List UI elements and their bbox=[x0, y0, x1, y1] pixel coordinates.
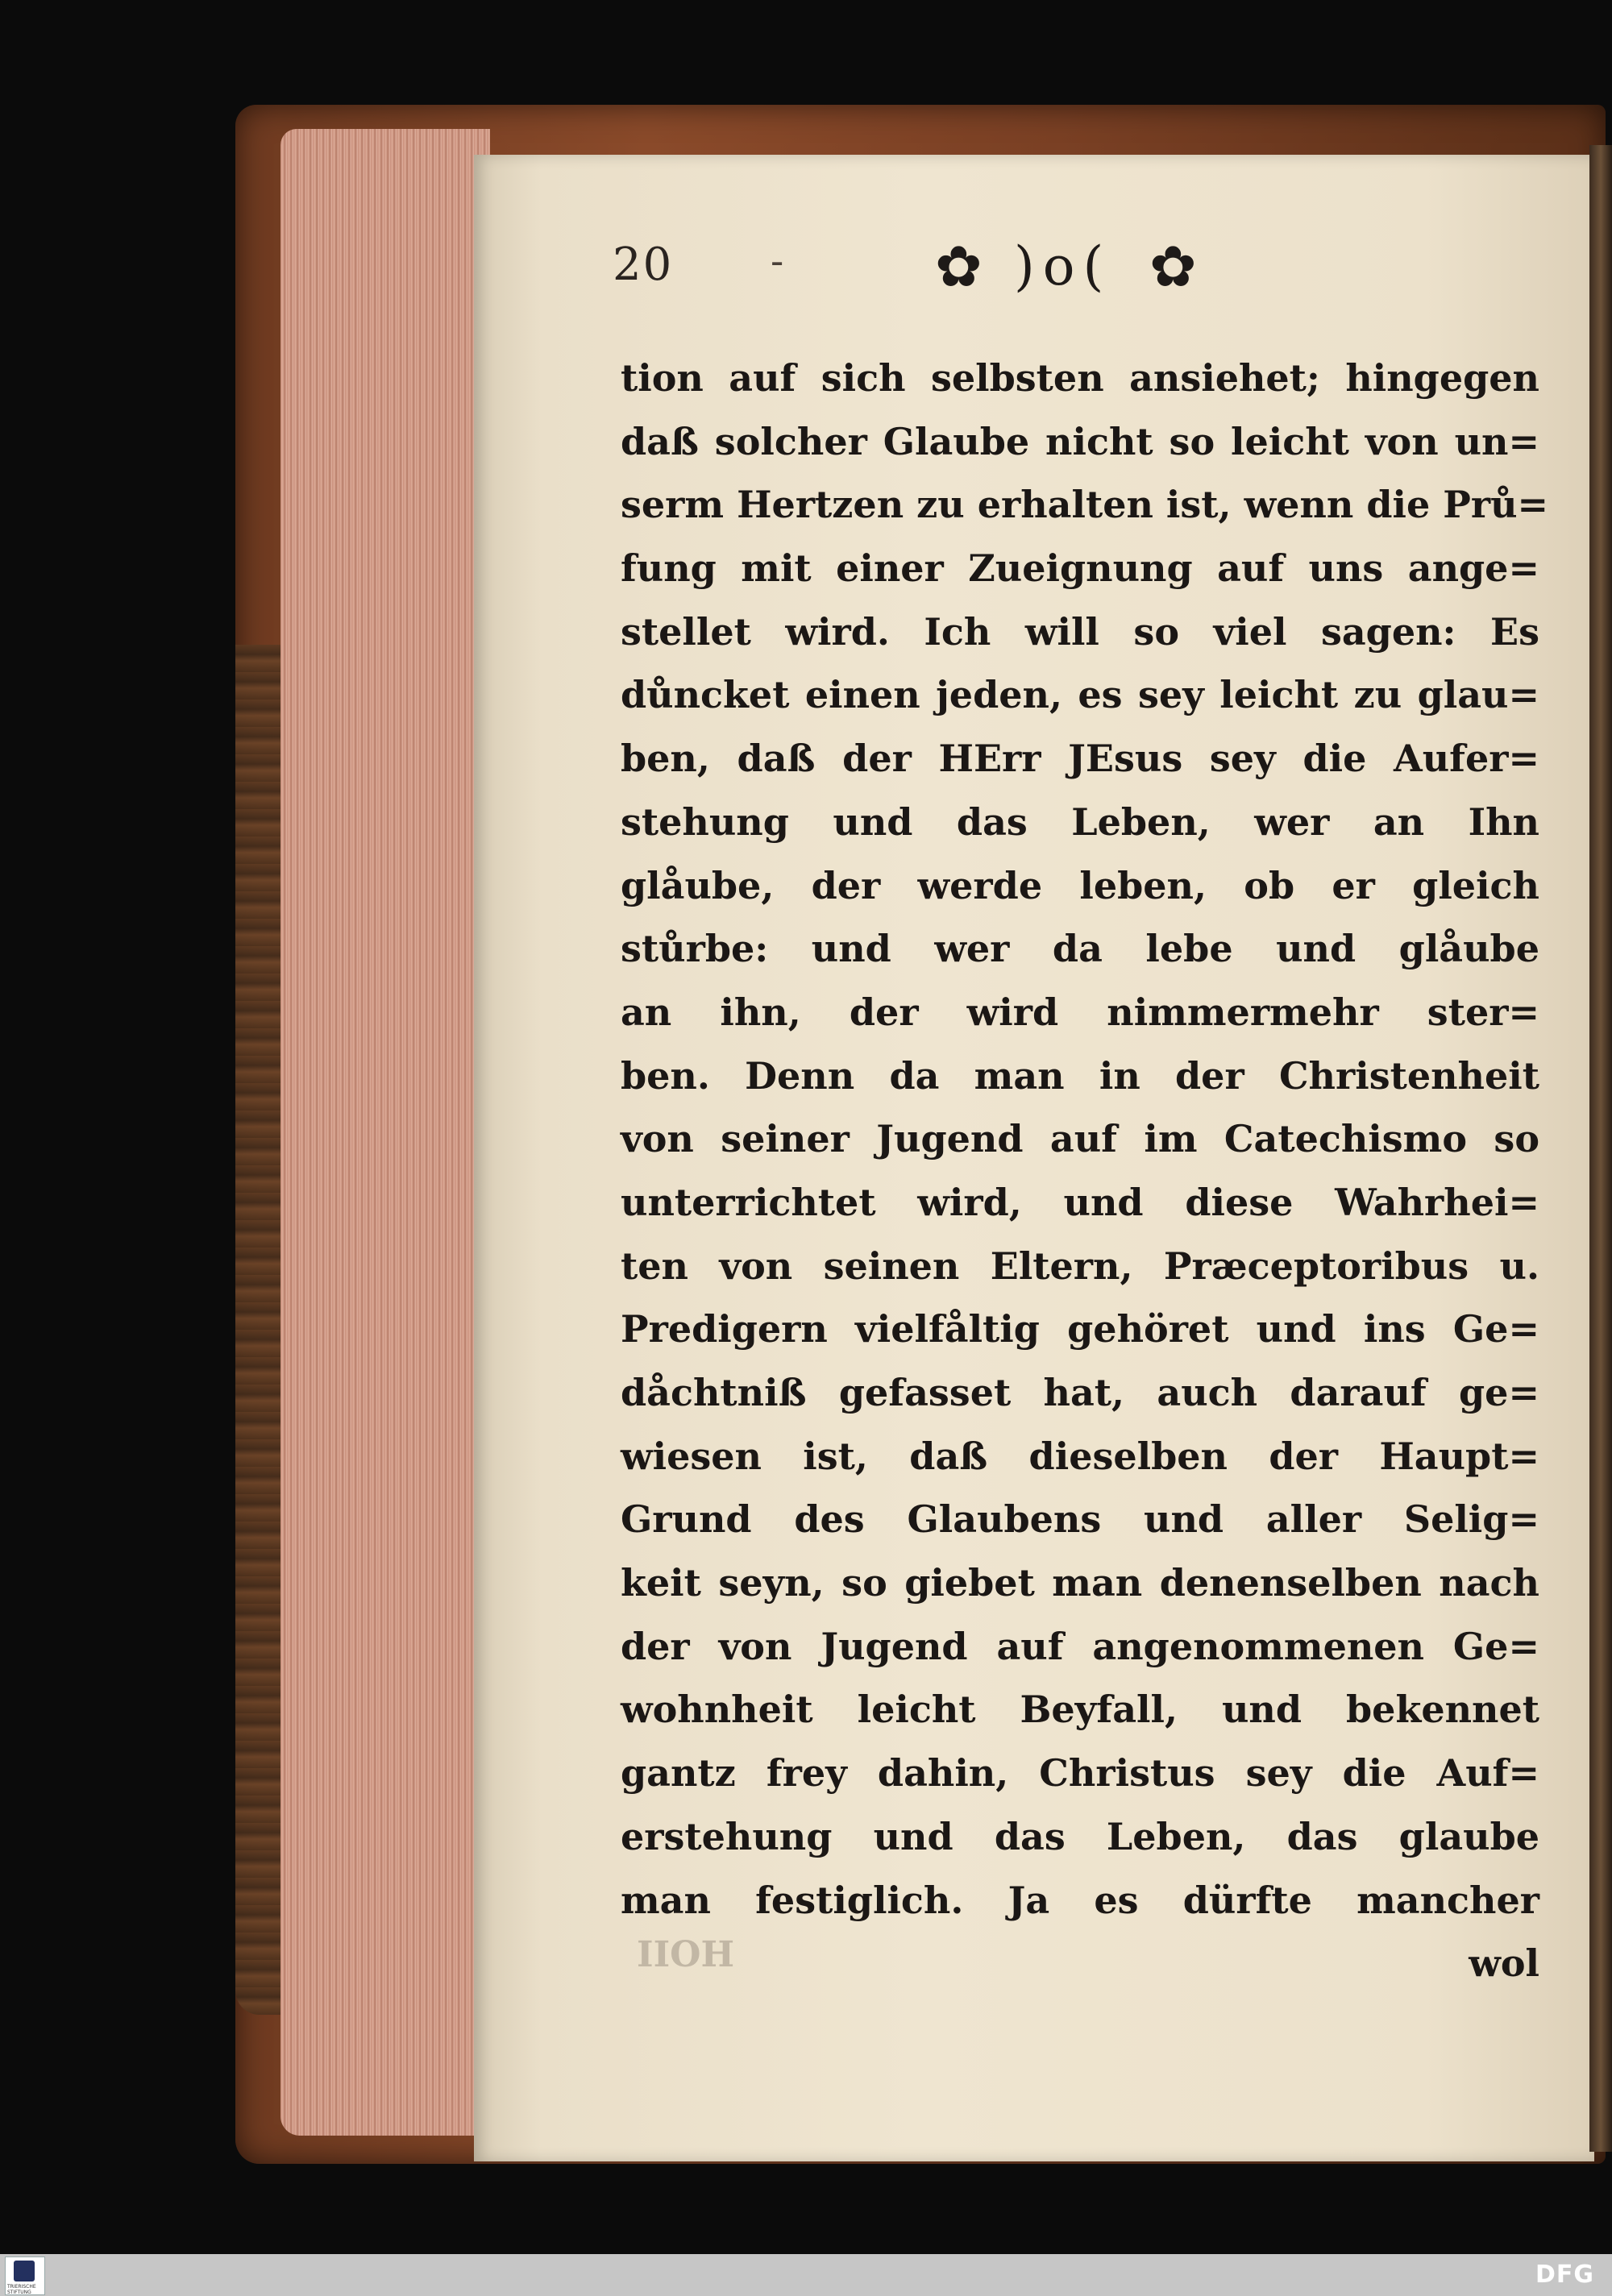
text-line: serm Hertzen zu erhalten ist, wenn die Prů= bbox=[621, 483, 1549, 527]
text-line: daß solcher Glaube nicht so leicht von un= bbox=[621, 419, 1539, 463]
text-line: gantz frey dahin, Christus sey die Auf= bbox=[621, 1751, 1539, 1796]
catchword: wol bbox=[1469, 1941, 1539, 1986]
text-line: an ihn, der wird nimmermehr ster= bbox=[621, 990, 1539, 1034]
text-line: stellet wird. Ich will so viel sagen: Es bbox=[621, 609, 1539, 654]
text-line: glåube, der werde leben, ob er gleich bbox=[621, 863, 1539, 907]
library-logo-icon bbox=[5, 2257, 45, 2295]
text-line: unterrichtet wird, und diese Wahrhei= bbox=[621, 1180, 1539, 1224]
facing-page-edge bbox=[1589, 145, 1612, 2152]
flower-ornament-icon: ✿ bbox=[935, 234, 983, 300]
text-line: ben, daß der HErr JEsus sey die Aufer= bbox=[621, 737, 1539, 781]
footer-bar bbox=[0, 2254, 1612, 2296]
text-line: wohnheit leicht Beyfall, und bekennet bbox=[621, 1688, 1539, 1732]
flower-ornament-icon: ✿ bbox=[1149, 234, 1197, 300]
body-text bbox=[621, 347, 1549, 1995]
dfg-logo: DFG bbox=[1535, 2261, 1594, 2289]
text-line: fung mit einer Zueignung auf uns ange= bbox=[621, 546, 1539, 591]
text-line: důncket einen jeden, es sey leicht zu glau= bbox=[621, 673, 1539, 717]
header-mark: - bbox=[771, 239, 784, 284]
text-line: Predigern vielfåltig gehöret und ins Ge= bbox=[621, 1307, 1539, 1351]
text-line: ben. Denn da man in der Christenheit bbox=[621, 1053, 1539, 1098]
page-edges bbox=[280, 129, 490, 2136]
text-line: ten von seinen Eltern, Præceptoribus u. bbox=[621, 1243, 1539, 1288]
bleed-through-text: IIOH bbox=[637, 1934, 735, 1975]
text-line: Grund des Glaubens und aller Selig= bbox=[621, 1497, 1539, 1542]
crest-icon bbox=[14, 2261, 35, 2281]
text-line: man festiglich. Ja es dürfte mancher bbox=[621, 1878, 1539, 1922]
logo-caption: TRIERISCHE STIFTUNG bbox=[7, 2284, 36, 2295]
text-line: erstehung und das Leben, das glaube bbox=[621, 1814, 1539, 1858]
text-line: von seiner Jugend auf im Catechismo so bbox=[621, 1117, 1539, 1161]
text-line: wiesen ist, daß dieselben der Haupt= bbox=[621, 1434, 1539, 1478]
text-line: stehung und das Leben, wer an Ihn bbox=[621, 799, 1539, 844]
text-line: tion auf sich selbsten ansiehet; hingegen bbox=[621, 356, 1539, 400]
text-line: dåchtniß gefasset hat, auch darauf ge= bbox=[621, 1371, 1539, 1414]
page-header bbox=[613, 234, 1548, 303]
header-ornament: )o( bbox=[1014, 235, 1112, 297]
text-line: der von Jugend auf angenommenen Ge= bbox=[621, 1624, 1539, 1668]
page-number: 20 bbox=[613, 239, 674, 291]
text-line: stůrbe: und wer da lebe und glåube bbox=[621, 927, 1539, 971]
text-line: keit seyn, so giebet man denenselben nach bbox=[621, 1561, 1539, 1605]
